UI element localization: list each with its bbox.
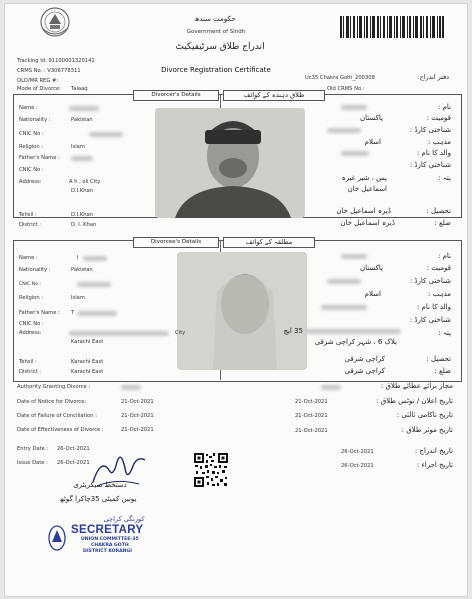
divorcer-father-urdu: والد کا نام : (416, 149, 451, 157)
conciliation-value: 21-Oct-2021 (121, 413, 154, 419)
divorcer-district-label: District : (19, 222, 42, 228)
divorcer-rel-urdu-value: اسلام (364, 138, 381, 146)
divorcer-cnic-urdu: شناختی کارڈ : (409, 126, 451, 134)
redacted-divorcee-father-urdu (321, 305, 367, 310)
tracking-id: Tracking Id: 91100001320141 (17, 58, 95, 64)
divorcer-tehsil-label: Tehsil : (19, 212, 37, 218)
divorcer-cnic2-label: CNIC No : (19, 167, 44, 173)
old-reg-label: OLD/MR REG #: (17, 78, 59, 84)
divorcee-cnic2-label: CNIC No : (19, 321, 44, 327)
divorcee-name-urdu: نام : (438, 252, 451, 260)
conciliation-label: Date of Failure of Conciliation : (17, 413, 97, 419)
divorcee-father-label: Father's Name : (19, 310, 60, 316)
divorcer-cnic-label: CNIC No : (19, 131, 44, 137)
divorcee-father-value: T (71, 310, 75, 316)
redacted-divorcee-father (77, 311, 117, 316)
divorcee-name-value: I (77, 255, 79, 261)
divorcee-tehsil-value: Karachi East (71, 359, 104, 365)
redacted-name (69, 106, 99, 111)
divorcer-nat-label: Nationality : (19, 117, 51, 123)
divorcer-addr-line2: D.I.Khan (71, 188, 93, 194)
notice-urdu: تاریخ اعلان / نوٹس طلاق : (376, 397, 453, 405)
divorcee-district-value: Karachi East (71, 369, 104, 375)
divorcee-rel-urdu-value: اسلام (364, 290, 381, 298)
certificate-page (4, 3, 468, 597)
entry-value: 26-Oct-2021 (57, 446, 90, 452)
divorcee-rel-value: Islam (71, 295, 85, 301)
entry-label: Entry Date : (17, 446, 49, 452)
divorcee-addr-urdu: پتہ : (438, 329, 451, 337)
effectiveness-urdu: تاریخ موثر طلاق : (401, 426, 453, 434)
uc-urdu: یونین کمیٹی 35چاکرا گوٹھ (59, 495, 137, 503)
office-value: Uc35 Chakra Goth_200308 (305, 75, 375, 81)
divorcer-district-urdu-value: ڈیرہ اسماعیل خان (340, 219, 395, 227)
divorcer-rel-urdu: مذہب : (428, 138, 451, 146)
sindh-emblem-logo (39, 6, 71, 38)
conciliation-urdu: تاریخ ناکامی ثالثی : (396, 411, 453, 419)
divorcee-nat-label: Nationality : (19, 267, 51, 273)
divorcer-addr-label: Address: (19, 179, 42, 185)
divorcee-nat-value: Pakistan (71, 267, 93, 273)
redacted-divorcee-cnic (77, 282, 111, 287)
gov-title-en: Government of Sindh (186, 29, 246, 35)
divorcer-nat-urdu-value: پاکستان (359, 114, 383, 122)
divorcer-tehsil-value: D.I.Khan (71, 212, 93, 218)
stamp-line3: DISTRICT KORANGI (83, 549, 132, 554)
mode-value: Talaaq (71, 86, 88, 92)
divorcee-nat-urdu: قومیت : (426, 264, 451, 272)
divorcee-heading-urdu: مطلقہ کے کوائف (223, 237, 315, 248)
divorcee-tehsil-urdu: تحصیل : (426, 355, 451, 363)
signature-caption-urdu: دستخط سیکریٹری (73, 481, 127, 489)
notice-urdu-value: 21-Oct-2021 (295, 399, 328, 405)
photo-divorcee (177, 252, 307, 370)
notice-label: Date of Notice for Divorce: (17, 399, 87, 405)
authority-urdu: مجاز برائے عطائے طلاق : (380, 382, 453, 390)
divorcee-rel-urdu: مذہب : (428, 290, 451, 298)
issue-value: 26-Oct-2021 (57, 460, 90, 466)
stamp-line2: CHAKRA GOTH (91, 543, 129, 548)
redacted-cnic-urdu (327, 128, 361, 133)
divorcee-father-urdu: والد کا نام : (416, 303, 451, 311)
effectiveness-urdu-value: 21-Oct-2021 (295, 428, 328, 434)
divorcer-tehsil-urdu: تحصیل : (426, 207, 451, 215)
stamp-line1: UNION COMMITTEE-35 (81, 537, 139, 542)
effectiveness-value: 21-Oct-2021 (121, 427, 154, 433)
cert-title-en: Divorce Registration Certificate (161, 66, 271, 74)
divorcer-name-label: Name : (19, 105, 38, 111)
mode-label: Mode of Divorce: (17, 86, 61, 92)
divorcer-addr-line1: A h , oli City (69, 179, 101, 185)
authority-label: Authority Granting Divorce : (17, 384, 91, 390)
redacted-cnic (89, 132, 123, 137)
divorcee-cnic-urdu: شناختی کارڈ : (409, 277, 451, 285)
divorcee-heading-en: Divorcee's Details (133, 237, 219, 248)
redacted-father (71, 156, 93, 161)
divorcer-cnic2-urdu: شناختی کارڈ : (409, 161, 451, 169)
divorcee-district-urdu-value: کراچی شرقی (344, 367, 385, 375)
divorcer-addr-urdu-line2: اسماعیل خان (347, 185, 387, 193)
conciliation-urdu-value: 21-Oct-2021 (295, 413, 328, 419)
divorcee-cnic-label: CNIC No : (19, 282, 41, 287)
office-label-urdu: دفتر اندراج: (417, 73, 449, 81)
secretary-stamp (45, 516, 165, 562)
redacted-authority-urdu (321, 385, 341, 390)
divorcer-district-urdu: ضلع : (434, 219, 451, 227)
notice-value: 21-Oct-2021 (121, 399, 154, 405)
redacted-father-urdu (341, 151, 369, 156)
qr-code (193, 452, 229, 488)
old-crms-label: Old CRMS No.: (327, 86, 365, 92)
divorcer-name-urdu: نام : (438, 103, 451, 111)
issue-urdu-value: 26-Oct-2021 (341, 463, 374, 469)
divorcee-district-urdu: ضلع : (434, 367, 451, 375)
divorcer-district-value: D. I. Khan (71, 222, 97, 228)
divorcer-addr-urdu-line1: پس ، شیر غیرہ (341, 174, 387, 182)
entry-urdu: تاریخ اندراج : (414, 447, 453, 455)
divorcee-cnic2-urdu: شناختی کارڈ : (409, 316, 451, 324)
divorcer-nat-urdu: قومیت : (426, 114, 451, 122)
redacted-divorcee-address (69, 331, 169, 336)
divorcee-addr-label: Address: (19, 330, 42, 336)
effectiveness-label: Date of Effectiveness of Divorce : (17, 427, 104, 433)
divorcer-addr-urdu: پتہ : (438, 174, 451, 182)
divorcee-nat-urdu-value: پاکستان (359, 264, 383, 272)
divorcee-district-label: District : (19, 369, 42, 375)
divorcee-addr-urdu-35: 35 ایچ (283, 327, 303, 335)
divorcee-addr-line1: City (175, 330, 186, 336)
divorcee-addr-urdu-line1: بلاک 6 ، شہر کراچی شرقی (314, 338, 397, 346)
redacted-divorcee-name (83, 256, 107, 261)
stamp-karachi-urdu: کورنگی کراچی (103, 515, 145, 523)
redacted-name-urdu (341, 105, 367, 110)
cert-title-urdu: اندراج طلاق سرٹیفیکیٹ (175, 42, 265, 52)
issue-label: Issue Date : (17, 460, 48, 466)
photo-divorcer (155, 108, 305, 218)
crms-number: CRMS No. : V306778311 (17, 68, 81, 74)
divorcer-heading-en: Divorcer's Details (133, 90, 219, 101)
redacted-divorcee-cnic-urdu (327, 279, 361, 284)
divorcee-rel-label: Religion : (19, 295, 44, 301)
redacted-divorcee-name-urdu (341, 254, 367, 259)
divorcer-heading-urdu: طلاق دہندہ کے کوائف (223, 90, 325, 101)
barcode (339, 15, 445, 39)
divorcee-tehsil-label: Tehsil : (19, 359, 37, 365)
divorcer-nat-value: Pakistan (71, 117, 93, 123)
stamp-logo-icon (47, 524, 67, 552)
entry-urdu-value: 26-Oct-2021 (341, 449, 374, 455)
stamp-secretary: SECRETARY (71, 524, 144, 536)
divorcee-tehsil-urdu-value: کراچی شرقی (344, 355, 385, 363)
divorcer-rel-value: Islam (71, 144, 85, 150)
divorcee-addr-line2: Karachi East (71, 339, 104, 345)
divorcee-name-label: Name : (19, 255, 38, 261)
divorcer-father-label: Father's Name : (19, 155, 60, 161)
divorcer-tehsil-urdu-value: ڈیرہ اسماعیل خان (336, 207, 391, 215)
issue-urdu: تاریخ اجراء : (416, 461, 453, 469)
redacted-divorcee-address-urdu (305, 329, 401, 334)
redacted-authority (121, 385, 141, 390)
divorcer-rel-label: Religion : (19, 144, 44, 150)
gov-title-urdu: حکومت سندھ (194, 15, 236, 23)
